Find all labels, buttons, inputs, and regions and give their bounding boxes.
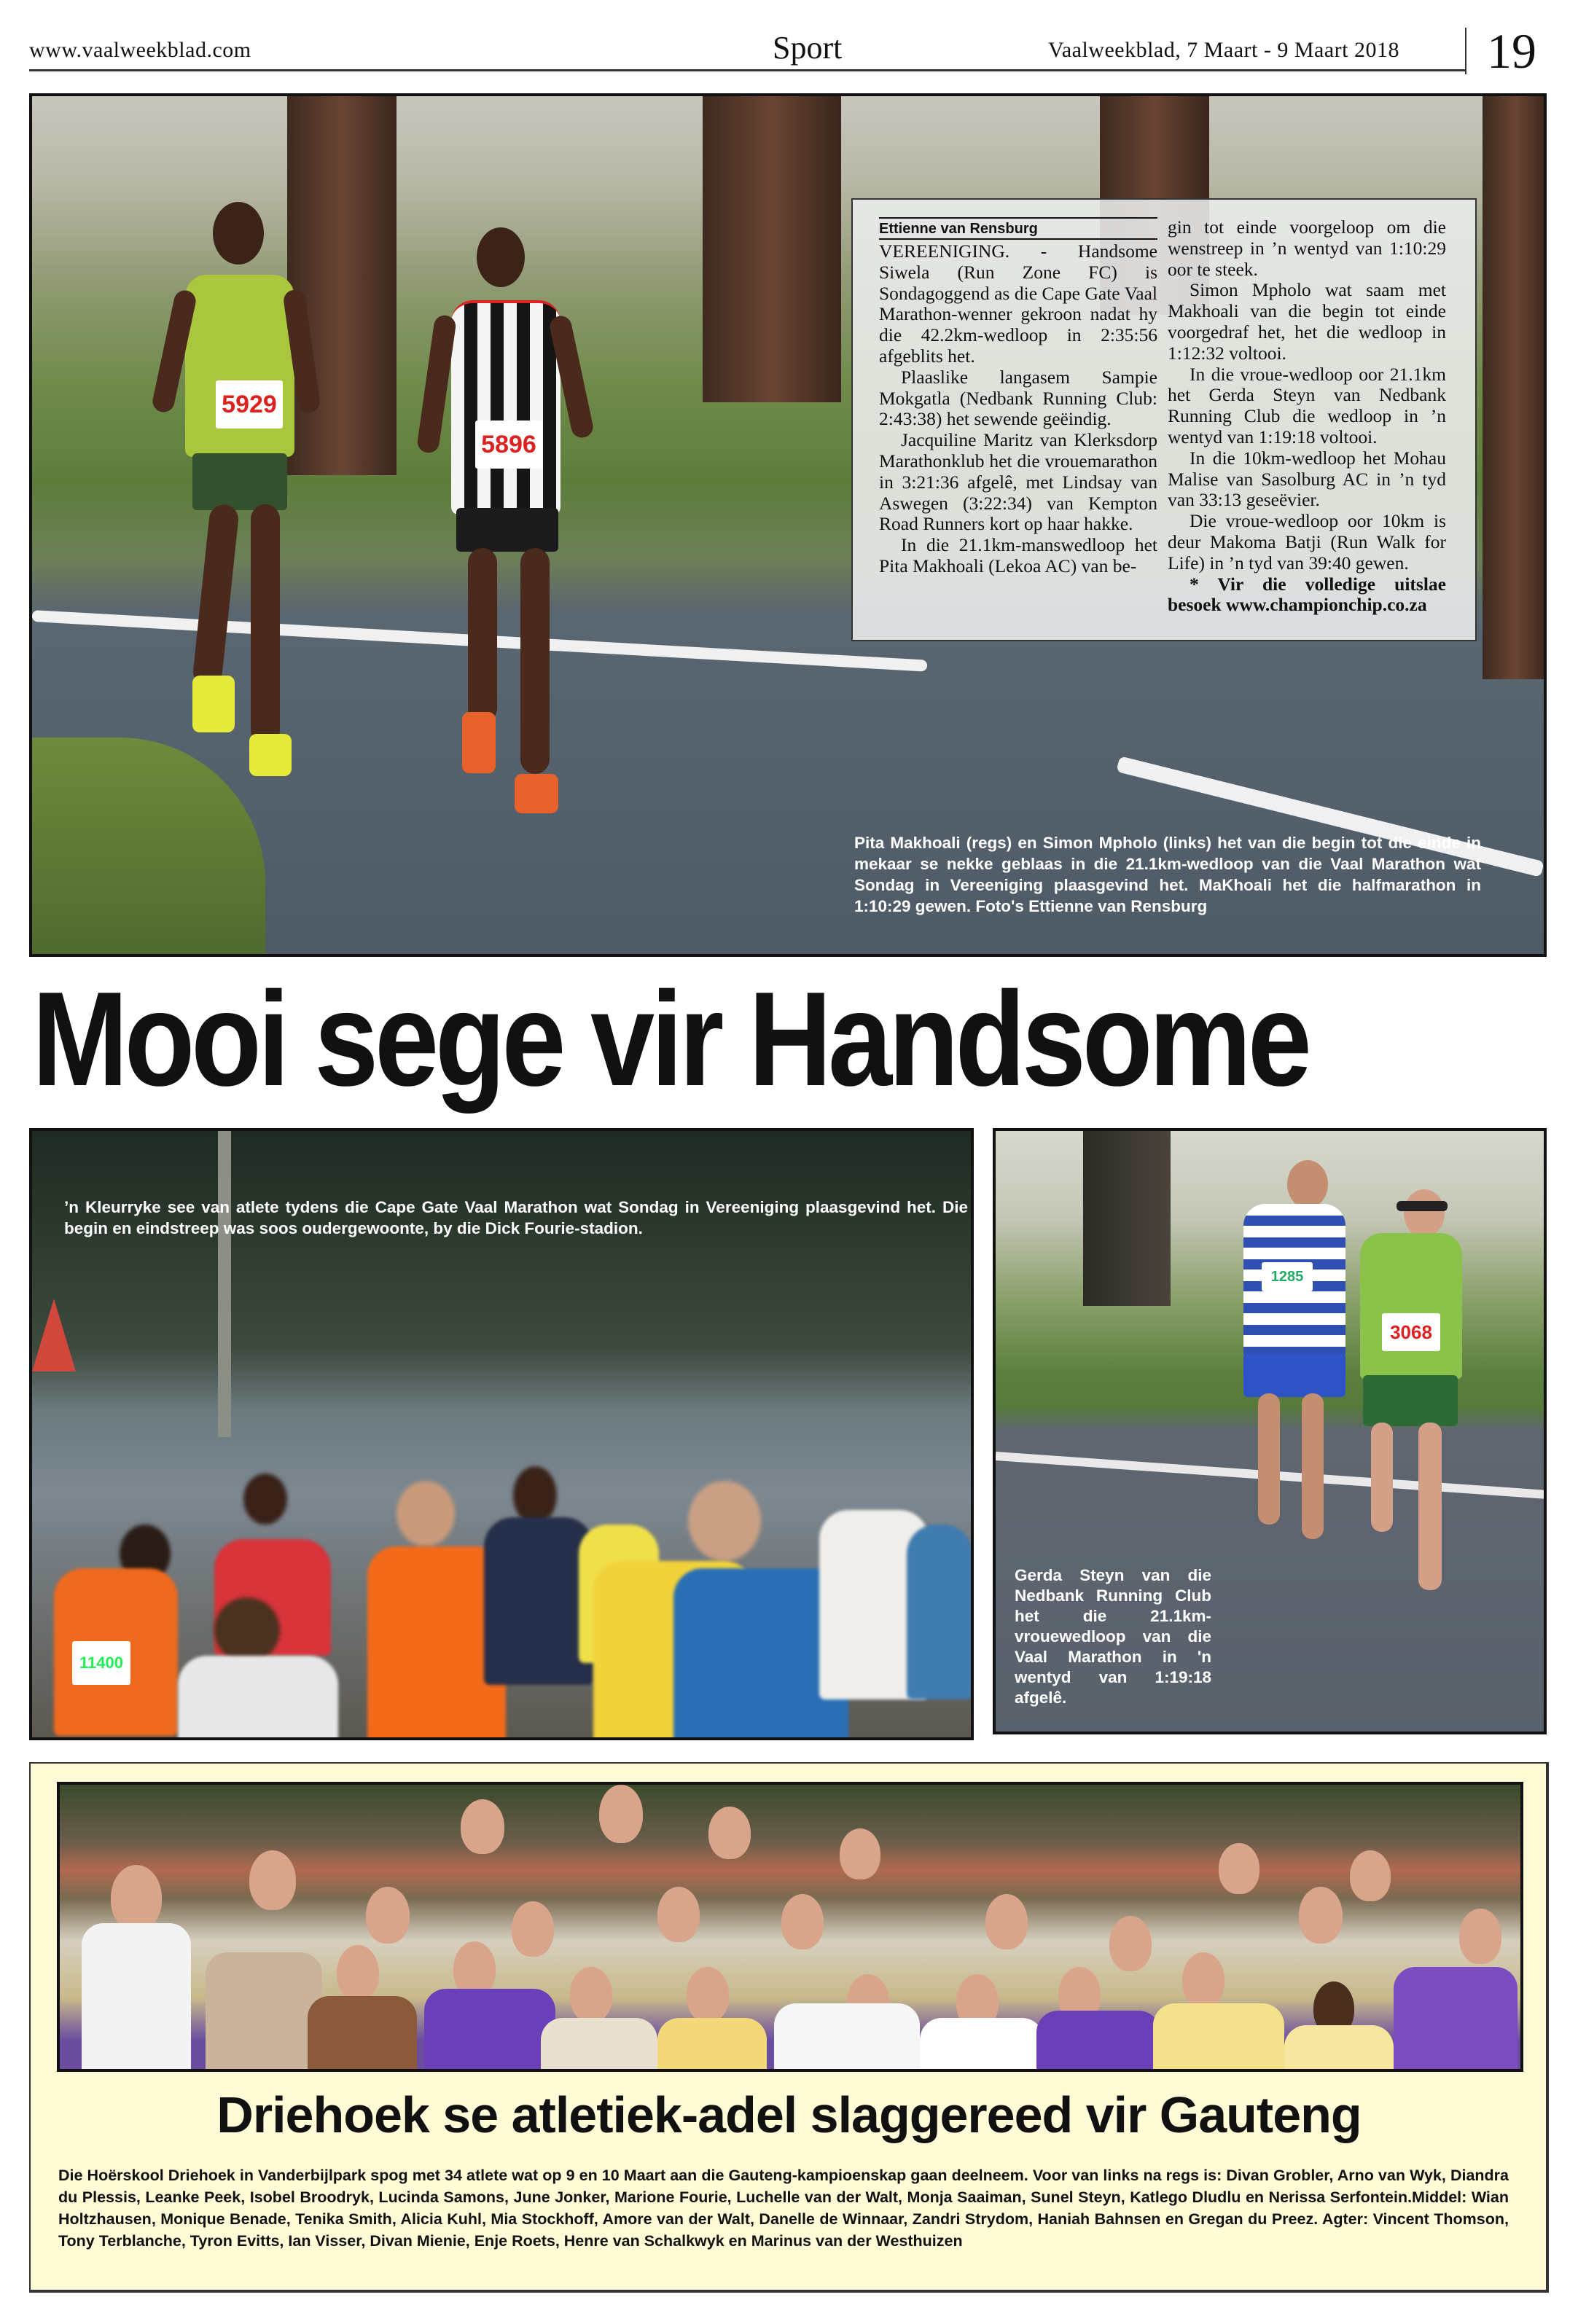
article-paragraph: Plaaslike langasem Sampie Mokgatla (Nedbank Running Club: 2:43:38) het sewende geëindig. [879, 366, 1157, 430]
article-column-2 [1168, 217, 1446, 616]
article-paragraph: Die vroue-wedloop oor 10km is deur Makoma Batji (Run Walk for Life) in ’n tyd van 39:40 gewen. [1168, 510, 1446, 574]
lamp-pole [218, 1131, 231, 1437]
masthead-website: www.vaalweekblad.com [29, 38, 251, 62]
article-paragraph: gin tot einde voorgeloop om die wenstreep in ’n wentyd van 1:10:29 oor te steek. [1168, 216, 1446, 280]
results-link-note: * Vir die volledige uitslae besoek www.championchip.co.za [1168, 573, 1446, 616]
masthead-rule [29, 69, 1466, 71]
article-paragraph: In die 21.1km-manswedloop het Pita Makhoali (Lekoa AC) van be- [879, 534, 1157, 576]
article-paragraph: Jacquiline Maritz van Klerksdorp Marathonklub het die vrouemarathon in 3:21:36 afgelê, met Lindsay van Aswegen (3:22:34) van Kempton Road Runners kort op haar hakke. [879, 429, 1157, 535]
hero-photo-caption: Pita Makhoali (regs) en Simon Mpholo (links) het van die begin tot die einde in mekaar se nekke geblaas in die 21.1km-wedloop van die Vaal Marathon wat Sondag in Vereeniging plaasgevind het. MaKhoali het die halfmarathon in 1:10:29 gewen. Foto's Ettienne van Rensburg [854, 834, 1481, 915]
masthead-divider [1465, 28, 1466, 74]
tree-trunk [703, 96, 841, 402]
article-paragraph: In die vroue-wedloop oor 21.1km het Gerda Steyn van Nedbank Running Club die wedloop in ’n wentyd van 1:19:18 voltooi. [1168, 363, 1446, 447]
road-sign [32, 1299, 76, 1372]
tree-trunk [1083, 1131, 1171, 1306]
main-headline: Mooi sege vir Handsome [32, 963, 1308, 1114]
page-number: 19 [1487, 23, 1536, 79]
article-paragraph: Simon Mpholo wat saam met Makhoali van die begin tot einde voorgedraf het, het die wedloop in 1:12:32 voltooi. [1168, 279, 1446, 364]
tree-trunk [287, 96, 397, 475]
gerda-photo-caption: Gerda Steyn van die Nedbank Running Club het die 21.1km-vrouewedloop van die Vaal Marathon in 'n wentyd van 1:19:18 afgelê. [1015, 1566, 1211, 1707]
article-paragraph: In die 10km-wedloop het Mohau Malise van Sasolburg AC in ’n tyd van 33:13 geseëvier. [1168, 447, 1446, 511]
byline: Ettienne van Rensburg [879, 217, 1157, 240]
section-title: Sport [773, 30, 843, 66]
article-body [851, 198, 1477, 641]
tree-trunk [1483, 96, 1547, 679]
article-paragraph: VEREENIGING. - Handsome Siwela (Run Zone FC) is Sondagoggend as die Cape Gate Vaal Marathon-wenner gekroon nadat hy die 42.2km-wedloop in 2:35:56 afgeblits het. [879, 240, 1157, 367]
race-bib: 5896 [475, 420, 542, 469]
race-bib: 1285 [1262, 1262, 1313, 1291]
issue-date: Vaalweekblad, 7 Maart - 9 Maart 2018 [1048, 38, 1400, 62]
driehoek-caption: Die Hoërskool Driehoek in Vanderbijlpark spog met 34 atlete wat op 9 en 10 Maart aan die Gauteng-kampioenskap gaan deelneem. Voor van links na regs is: Divan Grobler, Arno van Wyk, Diandra du Plessis, Leanke Peek, Isobel Broodryk, Lucinda Samons, June Jonker, Marione Fourie, Luchelle van der Walt, Monja Saaiman, Sunel Steyn, Katlego Dludlu en Nerissa Serfontein.Middel: Wian Holtzhausen, Monique Benade, Tenika Smith, Alicia Kuhl, Mia Stockhoff, Amore van der Walt, Danelle de Winnaar, Zandri Strydom, Haniah Bahnsen en Gregan du Preez. Agter: Vincent Thomson, Tony Terblanche, Tyron Evitts, Ian Visser, Divan Mienie, Enje Roets, Henre van Schalkwyk en Marinus van der Westhuizen [58, 2167, 1509, 2250]
article-column-1 [879, 217, 1157, 577]
crowd-photo-caption: ’n Kleurryke see van atlete tydens die Cape Gate Vaal Marathon wat Sondag in Vereeniging plaasgevind het. Die begin en eindstreep was soos oudergewoonte, by die Dick Fourie-stadion. [64, 1198, 968, 1237]
driehoek-team-photo [57, 1782, 1523, 2072]
driehoek-headline: Driehoek se atletiek-adel slaggereed vir Gauteng [216, 2086, 1362, 2143]
race-bib: 11400 [72, 1641, 130, 1685]
race-bib: 3068 [1382, 1313, 1440, 1351]
race-bib: 5929 [216, 380, 283, 429]
grass-verge [32, 738, 265, 956]
